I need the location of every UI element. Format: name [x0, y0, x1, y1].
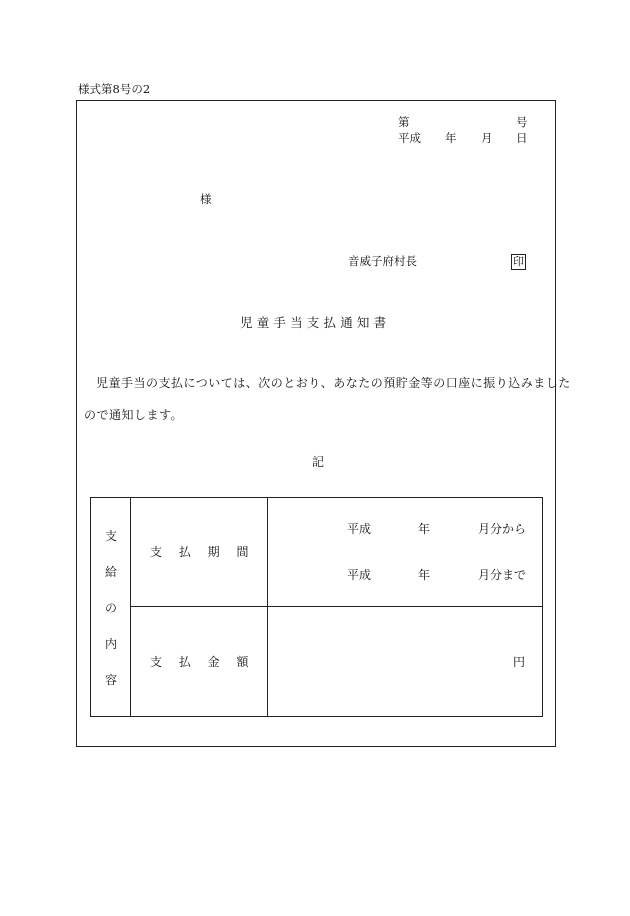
form-number-label: 様式第8号の2: [78, 82, 151, 96]
table-border-right: [542, 497, 543, 717]
amount-unit: 円: [513, 655, 526, 669]
payment-period-label: 支 払 期 間: [150, 545, 249, 559]
document-title: 児童手当支払通知書: [240, 315, 391, 330]
payment-amount-label: 支 払 金 額: [150, 655, 249, 669]
date-day-unit: 日: [516, 131, 528, 145]
number-prefix: 第: [398, 115, 410, 129]
ki-marker: 記: [312, 455, 325, 469]
body-text-line-2: ので通知します。: [84, 408, 184, 422]
side-label-char: 内: [104, 637, 117, 651]
period-from-era: 平成: [347, 522, 372, 536]
period-to-month: 月分まで: [478, 568, 527, 582]
table-border-left: [90, 497, 91, 717]
table-divider-side: [130, 497, 131, 717]
seal-mark: 印: [513, 255, 524, 268]
date-month-unit: 月: [481, 131, 493, 145]
period-from-month: 月分から: [478, 522, 527, 536]
table-divider-row: [130, 606, 543, 607]
period-to-year-unit: 年: [418, 568, 431, 582]
table-border-top: [90, 497, 543, 498]
body-text-line-1: 児童手当の支払については、次のとおり、あなたの預貯金等の口座に振り込みました: [96, 376, 571, 390]
addressee-suffix: 様: [200, 192, 212, 206]
issuer-name: 音威子府村長: [348, 254, 417, 268]
number-suffix: 号: [516, 115, 528, 129]
notice-frame: [76, 100, 556, 747]
table-divider-label: [267, 497, 268, 717]
date-era: 平成: [398, 131, 421, 145]
side-label-char: 給: [104, 565, 117, 579]
period-to-era: 平成: [347, 568, 372, 582]
side-label-char: 容: [104, 673, 117, 687]
period-from-year-unit: 年: [418, 522, 431, 536]
date-year-unit: 年: [445, 131, 457, 145]
table-border-bottom: [90, 716, 543, 717]
side-label-char: の: [104, 601, 117, 615]
side-label-char: 支: [104, 529, 117, 543]
